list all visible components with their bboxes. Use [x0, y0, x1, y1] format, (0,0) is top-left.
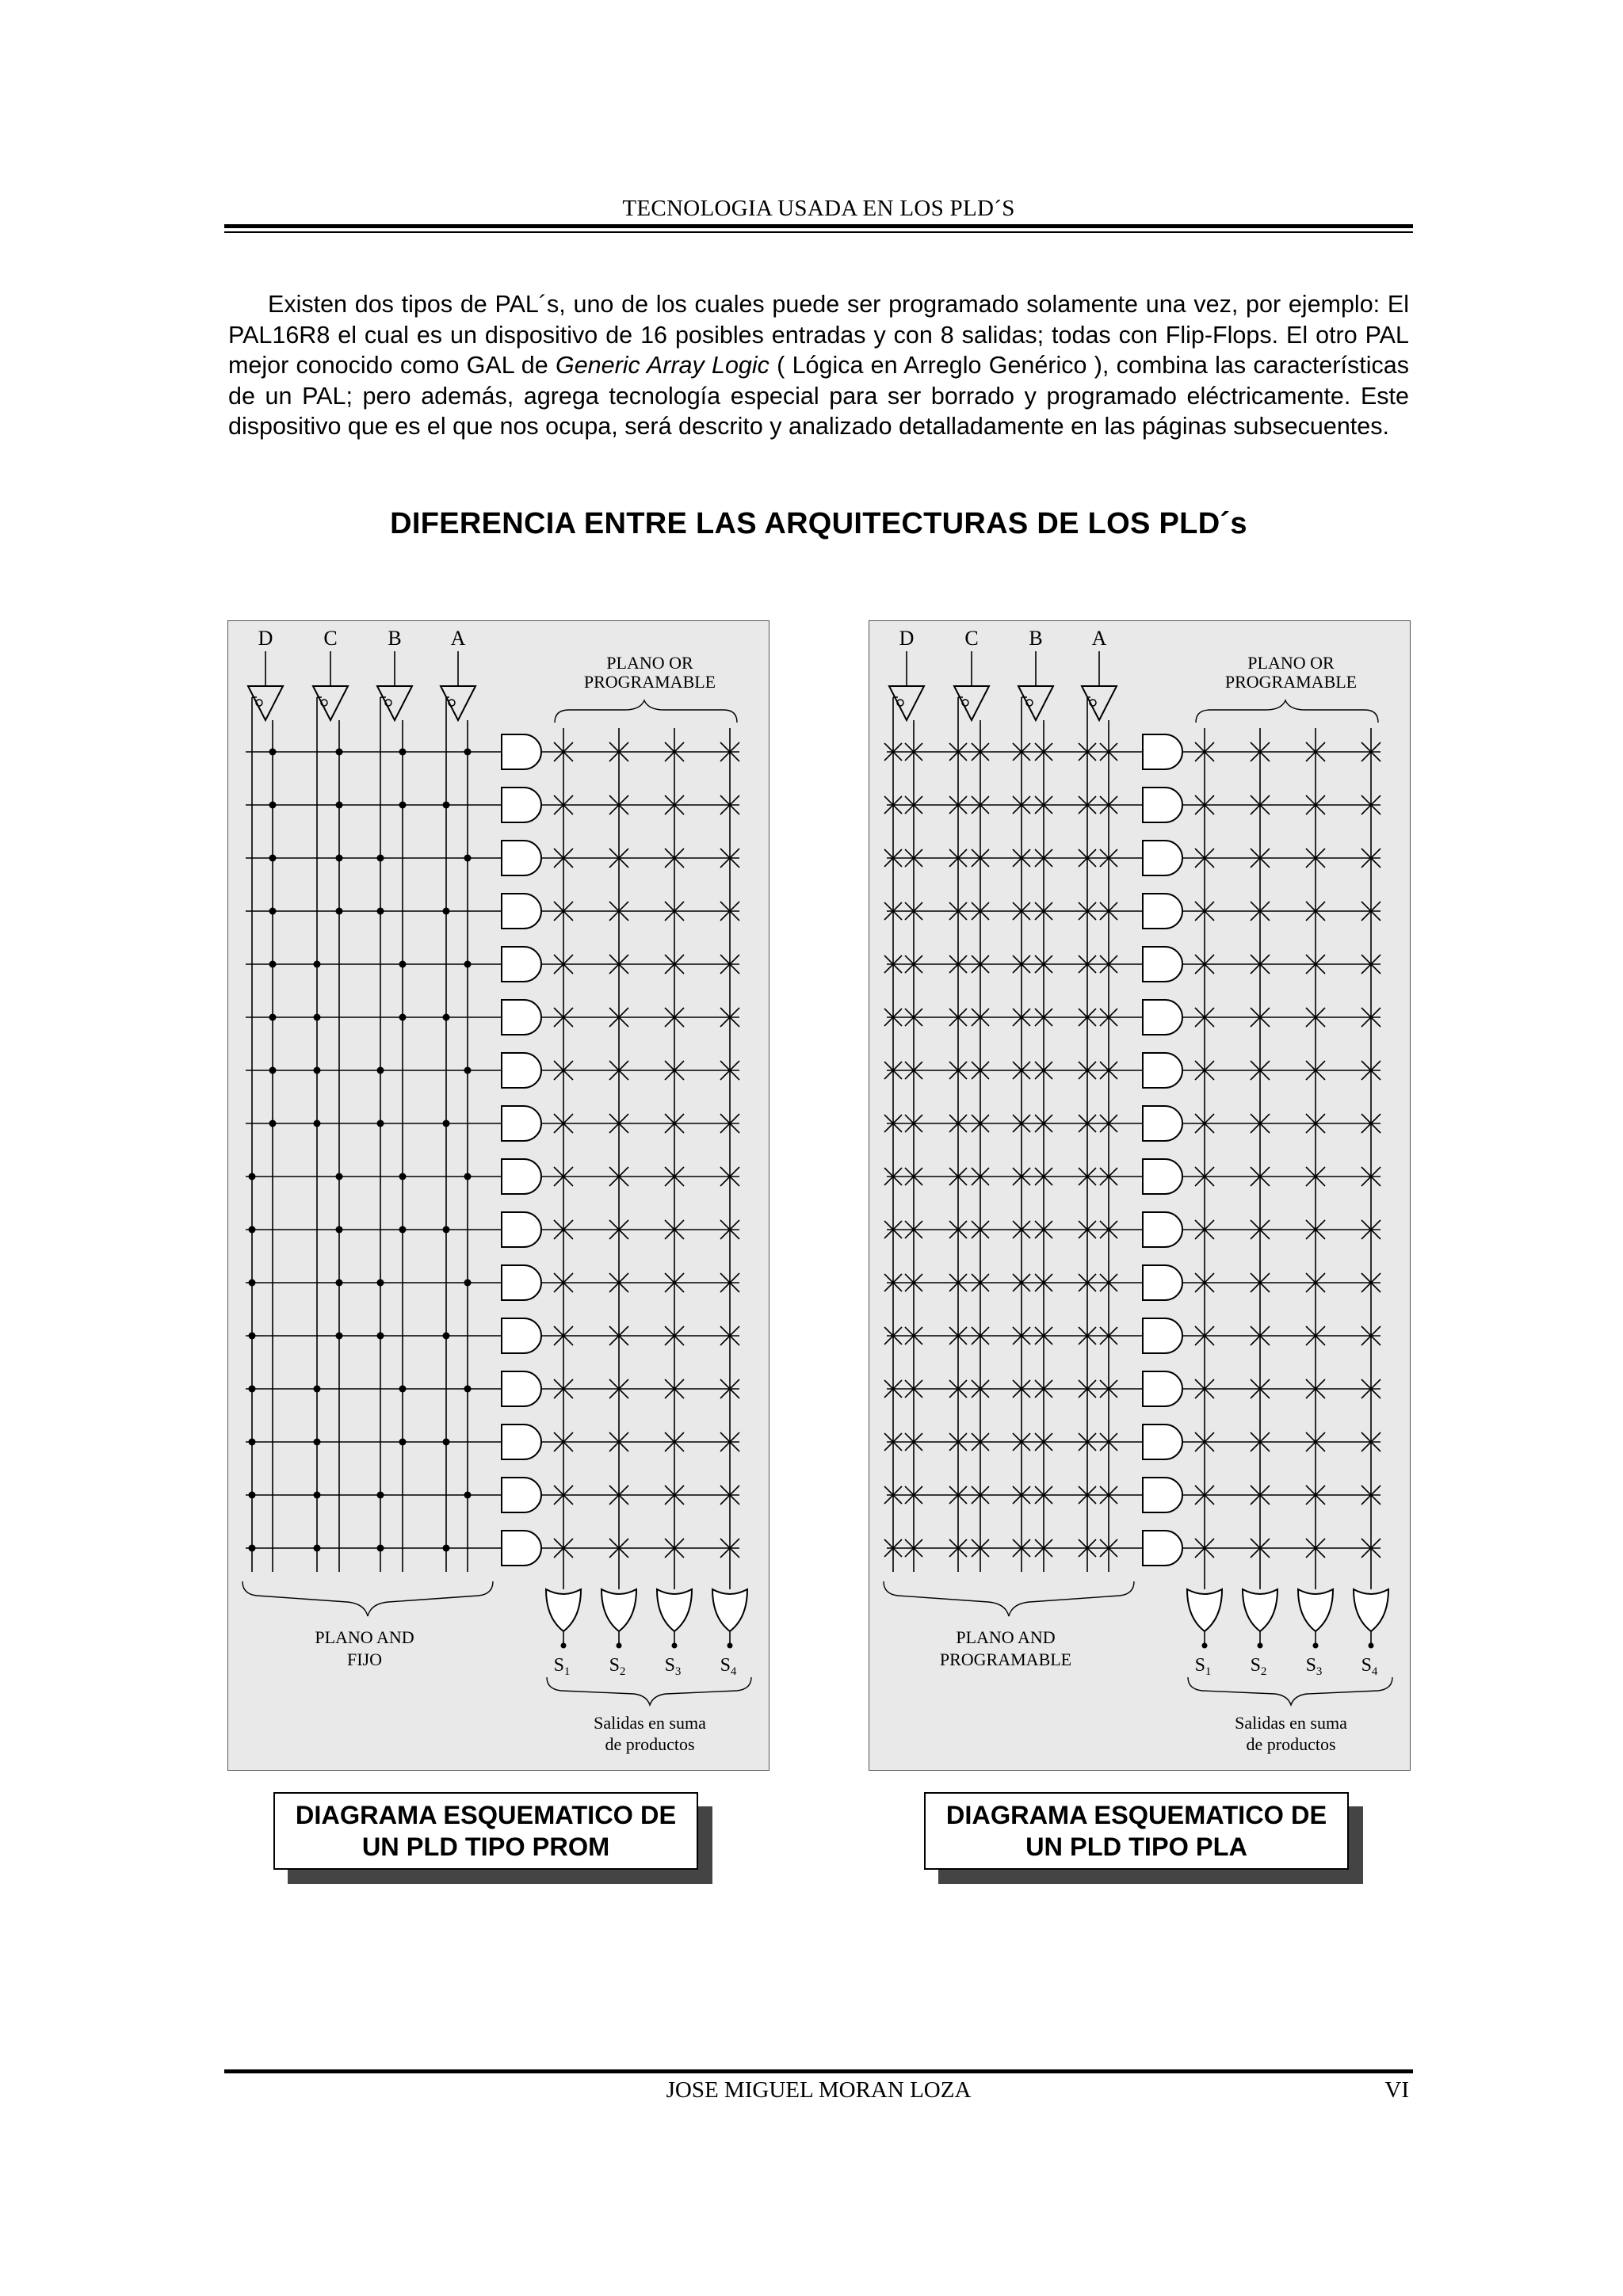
running-header: TECNOLOGIA USADA EN LOS PLD´S: [622, 196, 1015, 221]
fixed-connection-dot: [336, 749, 343, 756]
fixed-connection-dot: [464, 1492, 472, 1499]
input-buffer-icon: [889, 686, 924, 720]
and-plane-label-line2: PROGRAMABLE: [939, 1650, 1072, 1669]
input-buffer-icon: [954, 686, 989, 720]
and-gate-icon: [1143, 1265, 1182, 1300]
and-gate-icon: [1143, 1106, 1182, 1141]
and-gate-icon: [1143, 1531, 1182, 1566]
or-gate-icon: [1187, 1589, 1222, 1631]
and-gate-icon: [502, 734, 541, 769]
fixed-connection-dot: [377, 1280, 384, 1287]
or-gate-icon: [601, 1589, 636, 1631]
fixed-connection-dot: [399, 1173, 407, 1180]
caption-line-1: DIAGRAMA ESQUEMATICO DE: [945, 1801, 1327, 1829]
output-terminal: [617, 1643, 622, 1649]
pla-schematic: [869, 621, 1410, 1770]
and-gate-icon: [1143, 1159, 1182, 1194]
fixed-connection-dot: [399, 1386, 407, 1393]
fixed-connection-dot: [464, 1386, 472, 1393]
and-gate-icon: [1143, 1318, 1182, 1353]
fixed-connection-dot: [336, 1173, 343, 1180]
body-text-part1: Existen dos tipos de PAL´s, uno de los cuales puede ser programado solamente una vez, por ejemplo: El PAL16R8 el cual es un dispositivo de 16 posibles entradas y con 8 salidas; todas con Flip-Flops. El otro PAL mejor conocido como GAL de: [228, 291, 1409, 379]
fixed-connection-dot: [249, 1386, 256, 1393]
fixed-connection-dot: [377, 1120, 384, 1127]
or-plane-label-line1: PLANO OR: [1247, 653, 1335, 673]
caption-line-2: UN PLD TIPO PROM: [361, 1833, 610, 1861]
fixed-connection-dot: [336, 855, 343, 862]
fixed-connection-dot: [377, 1545, 384, 1552]
fixed-connection-dot: [399, 1014, 407, 1021]
or-gate-icon: [657, 1589, 692, 1631]
fixed-connection-dot: [269, 855, 277, 862]
and-gate-icon: [1143, 1053, 1182, 1088]
pla-caption: [924, 1792, 1349, 1870]
header-rule-thin: [224, 231, 1413, 233]
fixed-connection-dot: [399, 1226, 407, 1234]
output-label: $S_3$: [664, 1655, 682, 1678]
or-plane-label-line2: PROGRAMABLE: [583, 672, 716, 692]
and-gate-icon: [1143, 947, 1182, 982]
input-buffer-icon: [1018, 686, 1053, 720]
fixed-connection-dot: [269, 1014, 277, 1021]
fixed-connection-dot: [269, 749, 277, 756]
fixed-connection-dot: [249, 1280, 256, 1287]
output-label: $S_2$: [1250, 1655, 1267, 1678]
input-label-A: A: [1091, 627, 1107, 650]
or-plane-label-line1: PLANO OR: [606, 653, 693, 673]
fixed-connection-dot: [377, 1333, 384, 1340]
or-gate-icon: [1298, 1589, 1333, 1631]
output-label: $S_4$: [720, 1655, 737, 1678]
fixed-connection-dot: [443, 1226, 450, 1234]
output-terminal: [1313, 1643, 1319, 1649]
input-label-D: D: [258, 627, 273, 650]
input-label-A: A: [450, 627, 466, 650]
fixed-connection-dot: [443, 1014, 450, 1021]
and-gate-icon: [502, 1318, 541, 1353]
fixed-connection-dot: [443, 908, 450, 915]
outputs-note-line2: de productos: [1246, 1734, 1336, 1754]
fixed-connection-dot: [443, 802, 450, 809]
input-label-C: C: [964, 627, 979, 650]
fixed-connection-dot: [314, 1386, 321, 1393]
and-gate-icon: [1143, 841, 1182, 875]
fixed-connection-dot: [377, 908, 384, 915]
page-number: VI: [1384, 2077, 1409, 2103]
caption-line-2: UN PLD TIPO PLA: [1025, 1833, 1247, 1861]
output-label: $S_1$: [553, 1655, 571, 1678]
output-terminal: [1369, 1643, 1374, 1649]
and-gate-icon: [1143, 1478, 1182, 1512]
fixed-connection-dot: [464, 1173, 472, 1180]
prom-diagram-panel: [227, 620, 769, 1771]
fixed-connection-dot: [464, 749, 472, 756]
and-gate-icon: [502, 1531, 541, 1566]
fixed-connection-dot: [314, 961, 321, 968]
fixed-connection-dot: [443, 1120, 450, 1127]
fixed-connection-dot: [314, 1014, 321, 1021]
fixed-connection-dot: [377, 855, 384, 862]
outputs-note-line1: Salidas en suma: [594, 1713, 706, 1733]
output-label: $S_2$: [609, 1655, 626, 1678]
or-gate-icon: [1243, 1589, 1277, 1631]
fixed-connection-dot: [443, 1333, 450, 1340]
fixed-connection-dot: [336, 802, 343, 809]
and-gate-icon: [1143, 894, 1182, 929]
fixed-connection-dot: [314, 1067, 321, 1074]
and-gate-icon: [1143, 1371, 1182, 1406]
and-gate-icon: [502, 1478, 541, 1512]
fixed-connection-dot: [314, 1545, 321, 1552]
fixed-connection-dot: [269, 1067, 277, 1074]
fixed-connection-dot: [314, 1492, 321, 1499]
input-label-D: D: [899, 627, 915, 650]
and-plane: [246, 734, 739, 1566]
fixed-connection-dot: [336, 1333, 343, 1340]
caption-box: [924, 1792, 1349, 1870]
input-buffer-icon: [313, 686, 348, 720]
fixed-connection-dot: [336, 1226, 343, 1234]
output-label: $S_1$: [1194, 1655, 1212, 1678]
fixed-connection-dot: [249, 1173, 256, 1180]
fixed-connection-dot: [249, 1545, 256, 1552]
caption-box: [273, 1792, 698, 1870]
and-gate-icon: [502, 1000, 541, 1035]
fixed-connection-dot: [464, 961, 472, 968]
fixed-connection-dot: [336, 908, 343, 915]
or-gate-icon: [712, 1589, 747, 1631]
outputs-note-line1: Salidas en suma: [1235, 1713, 1347, 1733]
outputs-note-line2: de productos: [605, 1734, 695, 1754]
prom-schematic: [228, 621, 769, 1770]
fixed-connection-dot: [336, 1280, 343, 1287]
fixed-connection-dot: [464, 1067, 472, 1074]
and-plane-label-line1: PLANO AND: [956, 1627, 1056, 1647]
pla-diagram-panel: [869, 620, 1411, 1771]
section-title: DIFERENCIA ENTRE LAS ARQUITECTURAS DE LOS PLD´s: [390, 507, 1247, 540]
and-gate-icon: [502, 1425, 541, 1459]
and-gate-icon: [1143, 1425, 1182, 1459]
or-plane-brace: [555, 700, 737, 723]
outputs-brace: [547, 1677, 751, 1705]
input-buffer-icon: [377, 686, 412, 720]
fixed-connection-dot: [249, 1492, 256, 1499]
fixed-connection-dot: [377, 1067, 384, 1074]
fixed-connection-dot: [314, 1439, 321, 1446]
and-gate-icon: [1143, 1000, 1182, 1035]
and-gate-icon: [502, 1371, 541, 1406]
and-plane-brace: [242, 1581, 493, 1616]
output-terminal: [727, 1643, 733, 1649]
and-gate-icon: [502, 1265, 541, 1300]
fixed-connection-dot: [269, 908, 277, 915]
body-paragraph: [228, 289, 1409, 442]
and-gate-icon: [502, 1106, 541, 1141]
or-gate-icon: [546, 1589, 581, 1631]
input-buffer-icon: [248, 686, 283, 720]
and-gate-icon: [1143, 734, 1182, 769]
or-gate-icon: [1354, 1589, 1388, 1631]
fixed-connection-dot: [399, 1439, 407, 1446]
and-gate-icon: [502, 1053, 541, 1088]
fixed-connection-dot: [464, 855, 472, 862]
and-gate-icon: [502, 1212, 541, 1247]
output-terminal: [672, 1643, 678, 1649]
fixed-connection-dot: [249, 1226, 256, 1234]
and-gate-icon: [1143, 1212, 1182, 1247]
or-plane-brace: [1196, 700, 1378, 723]
caption-line-1: DIAGRAMA ESQUEMATICO DE: [295, 1801, 677, 1829]
input-label-C: C: [323, 627, 338, 650]
outputs-brace: [1188, 1677, 1392, 1705]
header-rule: [224, 224, 1413, 228]
output-label: $S_4$: [1361, 1655, 1378, 1678]
and-plane-label-line1: PLANO AND: [315, 1627, 414, 1647]
and-plane-brace: [884, 1581, 1134, 1616]
and-plane-label-line2: FIJO: [346, 1650, 383, 1669]
footer-rule: [224, 2069, 1413, 2073]
fixed-connection-dot: [269, 1120, 277, 1127]
and-gate-icon: [502, 841, 541, 875]
fixed-connection-dot: [464, 1280, 472, 1287]
fixed-connection-dot: [399, 802, 407, 809]
fixed-connection-dot: [443, 1439, 450, 1446]
footer-author: JOSE MIGUEL MORAN LOZA: [666, 2077, 972, 2103]
output-terminal: [1258, 1643, 1263, 1649]
body-text-italic: Generic Array Logic: [555, 352, 769, 379]
fixed-connection-dot: [269, 802, 277, 809]
output-terminal: [561, 1643, 567, 1649]
and-gate-icon: [502, 947, 541, 982]
output-label: $S_3$: [1305, 1655, 1323, 1678]
fixed-connection-dot: [399, 749, 407, 756]
fixed-connection-dot: [314, 1120, 321, 1127]
fixed-connection-dot: [377, 1492, 384, 1499]
fixed-connection-dot: [443, 1545, 450, 1552]
fixed-connection-dot: [249, 1333, 256, 1340]
fixed-connection-dot: [399, 961, 407, 968]
and-gate-icon: [1143, 788, 1182, 822]
prom-caption: [273, 1792, 698, 1870]
fixed-connection-dot: [249, 1439, 256, 1446]
and-gate-icon: [502, 894, 541, 929]
fixed-connection-dot: [269, 961, 277, 968]
body-text-part2: ( Lógica en Arreglo Genérico ), combina las características de un PAL; pero además, agrega tecnología especial para ser borrado y programado eléctricamente. Este dispositivo que es el que nos ocupa, será descrito y analizado detalladamente en las páginas subsecuentes.: [228, 352, 1409, 440]
or-plane-label-line2: PROGRAMABLE: [1224, 672, 1358, 692]
input-label-B: B: [388, 627, 402, 650]
and-gate-icon: [502, 788, 541, 822]
input-label-B: B: [1029, 627, 1043, 650]
output-terminal: [1202, 1643, 1208, 1649]
and-gate-icon: [502, 1159, 541, 1194]
and-plane: [884, 734, 1381, 1566]
